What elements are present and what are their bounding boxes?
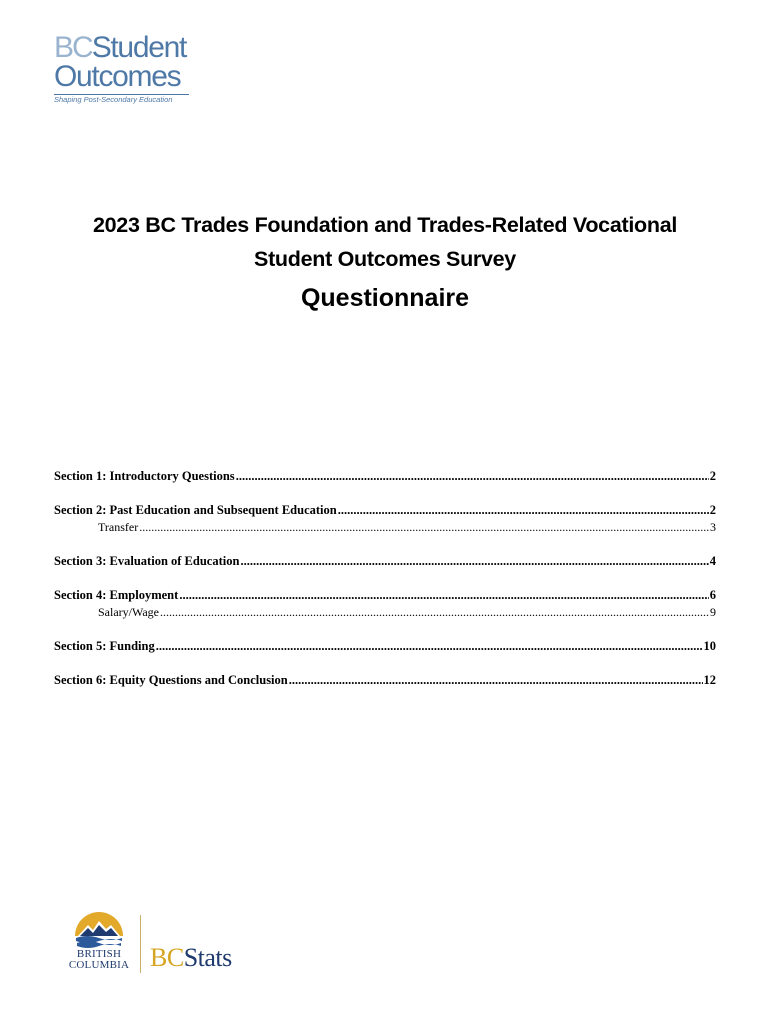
toc-page-number: 6 bbox=[709, 588, 716, 602]
toc-page-number: 4 bbox=[709, 554, 716, 568]
bc-government-emblem-icon bbox=[64, 912, 134, 952]
document-title-line-2: Student Outcomes Survey bbox=[254, 247, 516, 271]
logo-student-word: Student bbox=[91, 31, 187, 64]
document-subtitle: Questionnaire bbox=[300, 284, 470, 312]
logo-tagline: Shaping Post-Secondary Education bbox=[54, 95, 173, 104]
logo-line-2: Outcomes bbox=[54, 60, 181, 93]
toc-subsection-entry[interactable] bbox=[54, 520, 716, 537]
toc-entry-label: Section 6: Equity Questions and Conclusion bbox=[54, 673, 288, 687]
toc-page-number: 2 bbox=[709, 503, 716, 517]
document-title-line-1: 2023 BC Trades Foundation and Trades-Related Vocational bbox=[92, 213, 678, 237]
toc-page-number: 2 bbox=[709, 469, 716, 483]
logo-divider bbox=[140, 915, 141, 973]
toc-entry-label: Salary/Wage bbox=[98, 605, 160, 619]
bcstats-wordmark bbox=[150, 943, 232, 973]
toc-section-entry[interactable] bbox=[54, 588, 716, 605]
document-title-block bbox=[0, 208, 770, 318]
logo-line-1 bbox=[54, 33, 194, 62]
toc-entry-label: Section 5: Funding bbox=[54, 639, 155, 653]
toc-page-number: 10 bbox=[703, 639, 716, 653]
toc-dot-leader bbox=[156, 639, 703, 654]
table-of-contents bbox=[54, 469, 716, 690]
british-columbia-wordmark bbox=[64, 949, 134, 971]
toc-entry-label: Section 4: Employment bbox=[54, 588, 179, 602]
bc-wordmark-line-1: BRITISH bbox=[76, 948, 122, 960]
toc-dot-leader bbox=[240, 554, 708, 569]
bcstats-main: Stats bbox=[183, 943, 232, 972]
toc-entry-label: Section 2: Past Education and Subsequent Education bbox=[54, 503, 337, 517]
toc-dot-leader bbox=[139, 520, 709, 535]
toc-page-number: 12 bbox=[703, 673, 716, 687]
toc-section-entry[interactable] bbox=[54, 503, 716, 520]
toc-dot-leader bbox=[338, 503, 709, 518]
bc-wordmark-line-2: COLUMBIA bbox=[68, 959, 130, 971]
toc-page-number: 9 bbox=[710, 605, 716, 619]
bc-student-outcomes-logo bbox=[54, 33, 194, 105]
bcstats-prefix: BC bbox=[150, 943, 184, 972]
toc-dot-leader bbox=[289, 673, 703, 688]
toc-section-entry[interactable] bbox=[54, 469, 716, 486]
toc-dot-leader bbox=[160, 605, 709, 620]
toc-dot-leader bbox=[179, 588, 708, 603]
toc-subsection-entry[interactable] bbox=[54, 605, 716, 622]
logo-bc-prefix: BC bbox=[54, 31, 92, 64]
toc-dot-leader bbox=[236, 469, 709, 484]
toc-page-number: 3 bbox=[710, 520, 716, 534]
toc-section-entry[interactable] bbox=[54, 673, 716, 690]
toc-entry-label: Section 3: Evaluation of Education bbox=[54, 554, 240, 568]
toc-section-entry[interactable] bbox=[54, 554, 716, 571]
bc-stats-logo bbox=[64, 912, 244, 977]
toc-entry-label: Transfer bbox=[98, 520, 139, 534]
toc-entry-label: Section 1: Introductory Questions bbox=[54, 469, 235, 483]
toc-section-entry[interactable] bbox=[54, 639, 716, 656]
